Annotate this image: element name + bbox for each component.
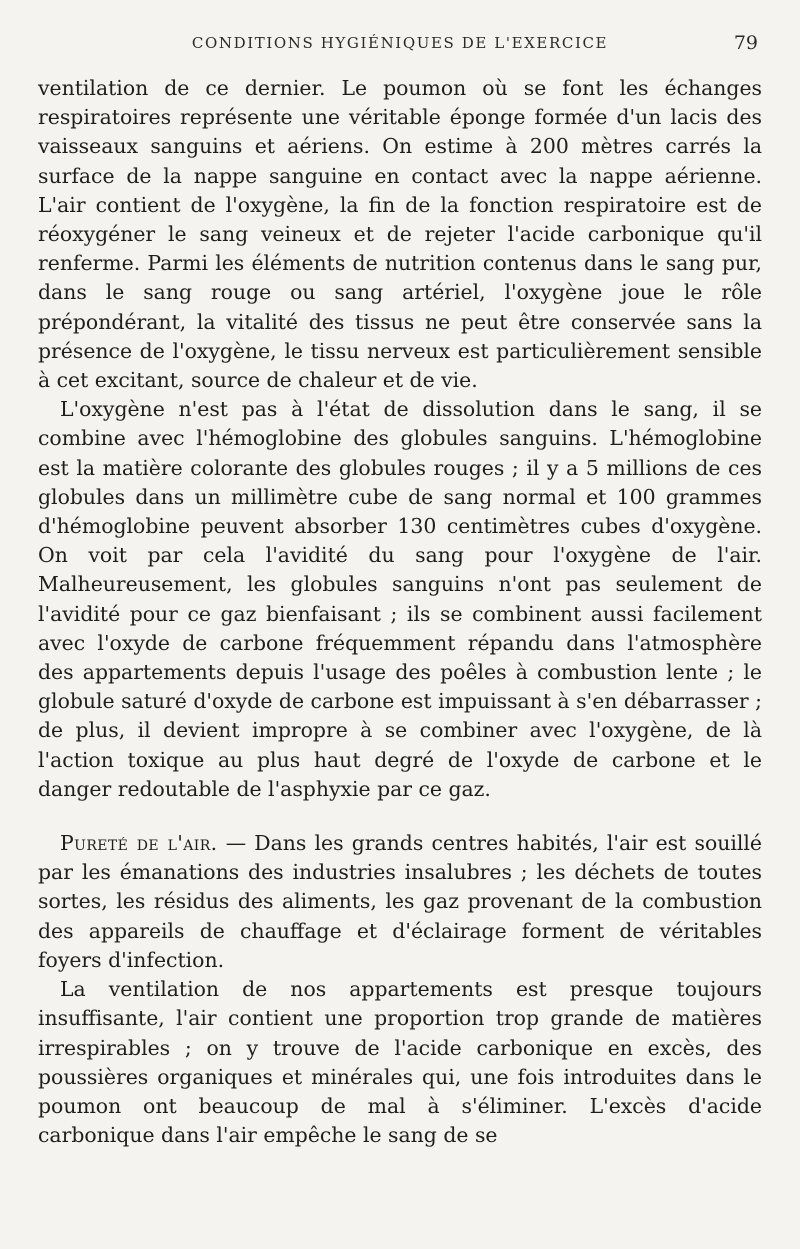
section-first-paragraph-text: — Dans les grands centres habités, l'air est souillé par les émanations des industries insalubres ; les déchets de toutes sortes, les résidus des aliments, les gaz provenant de la combustion des appareils de chauffage et d'éclairage forment de véritables foyers d'infection.	[38, 831, 762, 972]
paragraph-purete-de-l-air	[38, 829, 762, 975]
running-head	[38, 30, 762, 60]
paragraph-continuation: ventilation de ce dernier. Le poumon où se font les échanges respiratoires représente une véritable éponge formée d'un lacis des vaisseaux sanguins et aériens. On estime à 200 mètres carrés la surface de la nappe sanguine en contact avec la nappe aérienne. L'air contient de l'oxygène, la fin de la fonction respiratoire est de réoxygéner le sang veineux et de rejeter l'acide carbonique qu'il renferme. Parmi les éléments de nutrition contenus dans le sang pur, dans le sang rouge ou sang artériel, l'oxygène joue le rôle prépondérant, la vitalité des tissus ne peut être conservée sans la présence de l'oxygène, le tissu nerveux est particulièrement sensible à cet excitant, source de chaleur et de vie.	[38, 76, 762, 393]
section-heading: Pureté de l'air.	[60, 831, 218, 856]
paragraph-oxygen: L'oxygène n'est pas à l'état de dissolution dans le sang, il se combine avec l'hémoglobine des globules sanguins. L'hémoglobine est la matière colorante des globules rouges ; il y a 5 millions de ces globules dans un millimètre cube de sang normal et 100 grammes d'hémoglobine peuvent absorber 130 centimètres cubes d'oxygène. On voit par cela l'avidité du sang pour l'oxygène de l'air. Malheureusement, les globules sanguins n'ont pas seulement de l'avidité pour ce gaz bienfaisant ; ils se combinent aussi facilement avec l'oxyde de carbone fréquemment répandu dans l'atmosphère des appartements depuis l'usage des poêles à combustion lente ; le globule saturé d'oxyde de carbone est impuissant à s'en débarrasser ; de plus, il devient impropre à se combiner avec l'oxygène, de là l'action toxique au plus haut degré de l'oxyde de carbone et le danger redoutable de l'asphyxie par ce gaz.	[38, 397, 762, 801]
paragraph-ventilation: La ventilation de nos appartements est presque toujours insuffisante, l'air contient une proportion trop grande de matières irrespirables ; on y trouve de l'acide carbonique en excès, des poussières organiques et minérales qui, une fois introduites dans le poumon ont beaucoup de mal à s'éliminer. L'excès d'acide carbonique dans l'air empêche le sang de se	[38, 977, 762, 1148]
page-number: 79	[733, 32, 758, 54]
section-spacer	[38, 804, 762, 829]
body-text	[38, 74, 762, 1150]
running-title: CONDITIONS HYGIÉNIQUES DE L'EXERCICE	[191, 34, 609, 52]
